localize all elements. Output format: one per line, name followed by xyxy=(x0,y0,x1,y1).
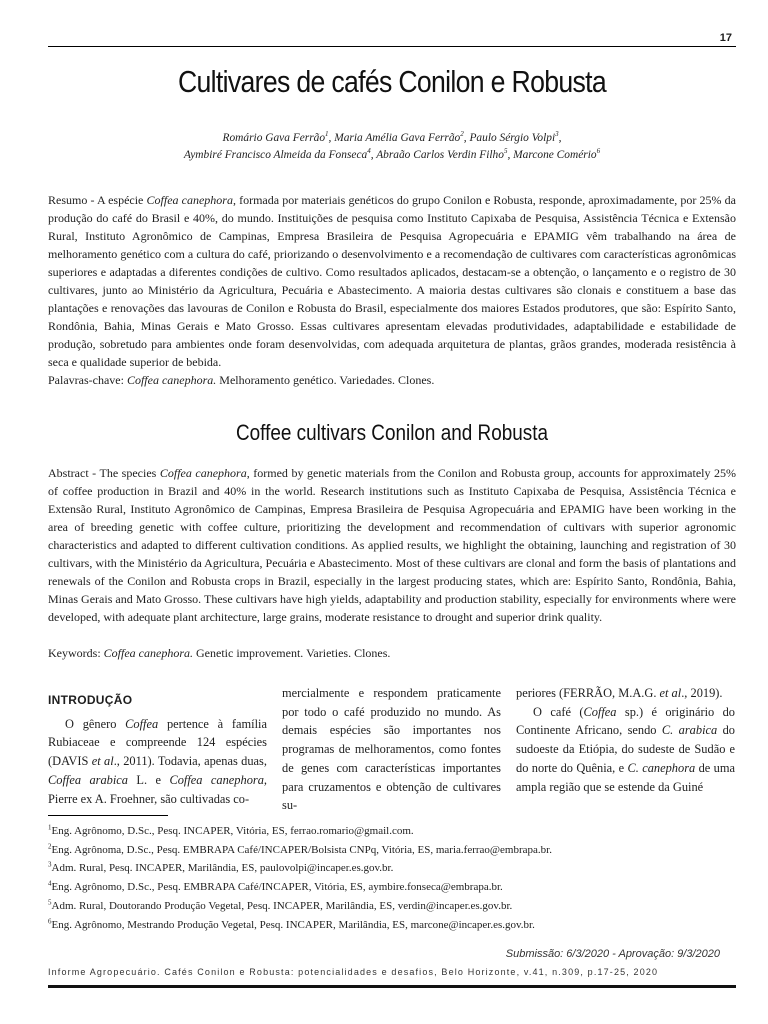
keywords-pt-species: Coffea canephora. xyxy=(126,373,217,387)
article-title-en: Coffee cultivars Conilon and Robusta xyxy=(235,420,549,445)
footnote-rule xyxy=(48,815,168,816)
author-affiliation-mark: 6 xyxy=(596,147,601,156)
footnote xyxy=(48,897,736,916)
text-run: ., 2011). Todavia, apenas duas, xyxy=(113,754,267,769)
footnote-mark: 5 xyxy=(48,898,52,907)
author-separator: , xyxy=(463,132,470,144)
keywords-en-species: Coffea canephora. xyxy=(103,646,193,660)
text-run-italic: Coffea arabica xyxy=(48,772,129,787)
intro-paragraph-1-end xyxy=(516,684,735,703)
header-rule xyxy=(48,46,736,47)
text-run: periores (FERRÃO, M.A.G. xyxy=(516,686,660,700)
footer-rule xyxy=(48,985,736,988)
footnote-text: Eng. Agrônomo, D.Sc., Pesq. EMBRAPA Café/INCAPER, Vitória, ES, aymbire.fonseca@embrapa.br. xyxy=(51,881,503,894)
author-affiliation-mark: 5 xyxy=(503,147,508,156)
footnote-mark: 6 xyxy=(48,916,52,925)
resumo-body: , formada por materiais genéticos do grupo Conilon e Robusta, responde, aproximadamente, por 25% da produção do café do Brasil e 40%, do mundo. Instituições de pesquisa como Instituto Capixaba de Pesquisa, Assistência Técnica e Extensão Rural, Instituto Agronômico de Campinas, Empresa Brasileira de Pesquisa Agropecuária e EPAMIG vêm trabalhando na área de melhoramento genético com a cultura do café, priorizando o desenvolvimento e a recomendação de cultivares com características agronômicas superiores e adaptadas a diferentes condições de cultivo. Como resultados aplicados, destacam-se a obtenção, o lançamento e o registro de 30 cultivares, junto ao Ministério da Agricultura, Pecuária e Abastecimento. A maioria destas cultivares são clonais e constituem a base das plantações e renovações das lavouras de Conilon e Robusta do Brasil, especialmente dos maiores Estados produtores, que são: Espírito Santo, Rondônia, Bahia, Minas Gerais e Mato Grosso. Essas cultivares apresentam elevadas produtividades, adaptabilidade e estabilidade de produção, sobretudo para ambientes onde foram desenvolvidas, com adequada arquitetura de plantas, grãos grandes, moderada resistência à seca e qualidade superior de bebida. xyxy=(48,193,736,369)
intro-paragraph-1 xyxy=(48,715,267,809)
running-footer: Informe Agropecuário. Cafés Conilon e Robusta: potencialidades e desafios, Belo Horizonte, v.41, n.309, p.17-25, 2020 xyxy=(48,967,659,977)
text-run: Pierre ex A. Froehner, são cultivadas co- xyxy=(48,791,250,806)
submission-dates: Submissão: 6/3/2020 - Aprovação: 9/3/2020 xyxy=(505,948,720,960)
keywords-en-label: Keywords: xyxy=(48,646,104,660)
footnote xyxy=(48,878,736,897)
author-line-1 xyxy=(48,130,736,147)
footnote-text: Eng. Agrônomo, D.Sc., Pesq. INCAPER, Vitória, ES, ferrao.romario@gmail.com. xyxy=(51,825,414,837)
author-line-2 xyxy=(48,147,736,164)
abstract-intro: The species xyxy=(99,466,160,480)
author-name: Aymbiré Francisco Almeida da Fonseca xyxy=(183,149,368,161)
keywords-pt xyxy=(48,373,434,388)
footnote-mark: 4 xyxy=(48,879,52,888)
article-title-pt: Cultivares de cafés Conilon e Robusta xyxy=(177,64,607,99)
text-run-italic: C. canephora xyxy=(627,760,696,775)
author-affiliation-mark: 3 xyxy=(555,130,559,139)
species-name: Coffea canephora xyxy=(146,193,233,207)
keywords-pt-rest: Melhoramento genético. Variedades. Clones. xyxy=(216,373,435,387)
author-separator: , xyxy=(328,132,335,144)
text-run-italic: et al xyxy=(659,686,682,700)
footnote-text: Eng. Agrônoma, D.Sc., Pesq. EMBRAPA Café/INCAPER/Bolsista CNPq, Vitória, ES, maria.ferrao@embrapa.br. xyxy=(51,843,552,856)
resumo-intro: A espécie xyxy=(96,193,147,207)
keywords-en-rest: Genetic improvement. Varieties. Clones. xyxy=(193,646,391,660)
text-run: O café ( xyxy=(533,704,584,719)
intro-paragraph-1-cont: mercialmente e respondem praticamente por todo o café produzido no mundo. As demais espécies são importantes nos programas de melhoramentos, como fontes de genes com características importantes para cruzamentos e obtenção de cultivares su- xyxy=(282,686,501,813)
keywords-pt-label: Palavras-chave: xyxy=(48,373,127,387)
author-separator: , xyxy=(370,149,377,161)
footnote-mark: 2 xyxy=(48,842,52,851)
text-run-italic: C. arabica xyxy=(661,723,718,738)
text-run-italic: Coffea xyxy=(583,704,617,719)
text-run-italic: et al xyxy=(91,754,114,769)
resumo-paragraph xyxy=(48,191,736,371)
species-name: Coffea canephora xyxy=(159,466,247,480)
text-run: de uma ampla região que se estende da Guiné xyxy=(516,760,735,794)
footnote-text: Adm. Rural, Doutorando Produção Vegetal, Pesq. INCAPER, Marilândia, ES, verdin@incaper.es.gov.br. xyxy=(51,899,513,912)
text-run: ., 2019). xyxy=(681,686,723,700)
text-run-italic: Coffea xyxy=(125,716,159,731)
text-run: sp.) é originário do Continente Africano, sendo xyxy=(516,704,735,738)
abstract-paragraph xyxy=(48,464,736,626)
page-number: 17 xyxy=(719,32,732,44)
author-separator: , xyxy=(507,149,514,161)
text-run: O gênero xyxy=(65,716,126,731)
resumo-label: Resumo - xyxy=(48,193,97,207)
footnote-mark: 3 xyxy=(48,860,52,869)
author-name: Marcone Comério xyxy=(513,149,597,161)
footnote xyxy=(48,859,736,878)
text-run-italic: Coffea canephora, xyxy=(169,772,268,787)
body-column-3 xyxy=(516,684,735,796)
section-heading-introducao: INTRODUÇÃO xyxy=(48,693,133,707)
author-affiliation-mark: 4 xyxy=(367,147,371,156)
author-name: Maria Amélia Gava Ferrão xyxy=(334,132,461,144)
footnotes xyxy=(48,822,736,934)
author-affiliation-mark: 2 xyxy=(460,130,464,139)
intro-paragraph-2 xyxy=(516,703,735,797)
text-run: do sudoeste da Etiópia, do sudeste de Sudão e do norte do Quênia, e xyxy=(516,723,735,775)
body-column-1 xyxy=(48,684,267,808)
footnote-text: Eng. Agrônomo, Mestrando Produção Vegetal, Pesq. INCAPER, Marilândia, ES, marcone@incaper.es.gov.br. xyxy=(51,918,535,931)
author-separator: , xyxy=(558,132,562,144)
abstract-label: Abstract - xyxy=(48,466,100,480)
author-name: Paulo Sérgio Volpi xyxy=(469,132,556,144)
author-name: Abraão Carlos Verdin Filho xyxy=(376,149,504,161)
author-name: Romário Gava Ferrão xyxy=(222,132,326,144)
footnote xyxy=(48,822,736,841)
text-run: L. e xyxy=(128,772,170,787)
keywords-en xyxy=(48,646,390,661)
body-column-2 xyxy=(282,684,501,815)
author-list xyxy=(48,130,736,164)
text-run: pertence à família Rubiaceae e compreende 124 espécies (DAVIS xyxy=(48,716,267,769)
abstract-body: , formed by genetic materials from the Conilon and Robusta group, accounts for approximately 25% of coffee production in Brazil and 40% in the world. Research institutions such as Instituto Capixaba de Pesquisa, Assistência Técnica e Extensão Rural, Instituto Agronômico de Campinas, Empresa Brasileira de Pesquisa Agropecuária and EPAMIG have been working in the area of breeding genetic with coffee culture, prioritizing the development and recommendation of cultivars with superior agronomic characteristics and adapted to different cultivation conditions. As applied results, we highlight the obtaining, launching and registration of 30 cultivars, with the Ministério da Agricultura, Pecuária e Abastecimento. Most of these cultivars are clonal and form the basis of plantations and renewals of the Conilon and Robusta crops in Brazil, especially in the largest producing states, which are: Espírito Santo, Rondônia, Bahia, Minas Gerais and Mato Grosso. These cultivars have high yields, adaptability and production stability, especially for environments where were developed, with adequate plant architecture, large grains, moderate resistance to drought and superior drink quality. xyxy=(48,466,737,624)
footnote-text: Adm. Rural, Pesq. INCAPER, Marilândia, ES, paulovolpi@incaper.es.gov.br. xyxy=(51,862,394,875)
footnote-mark: 1 xyxy=(48,823,52,832)
footnote xyxy=(48,841,736,860)
author-affiliation-mark: 1 xyxy=(325,130,329,139)
footnote xyxy=(48,916,736,935)
